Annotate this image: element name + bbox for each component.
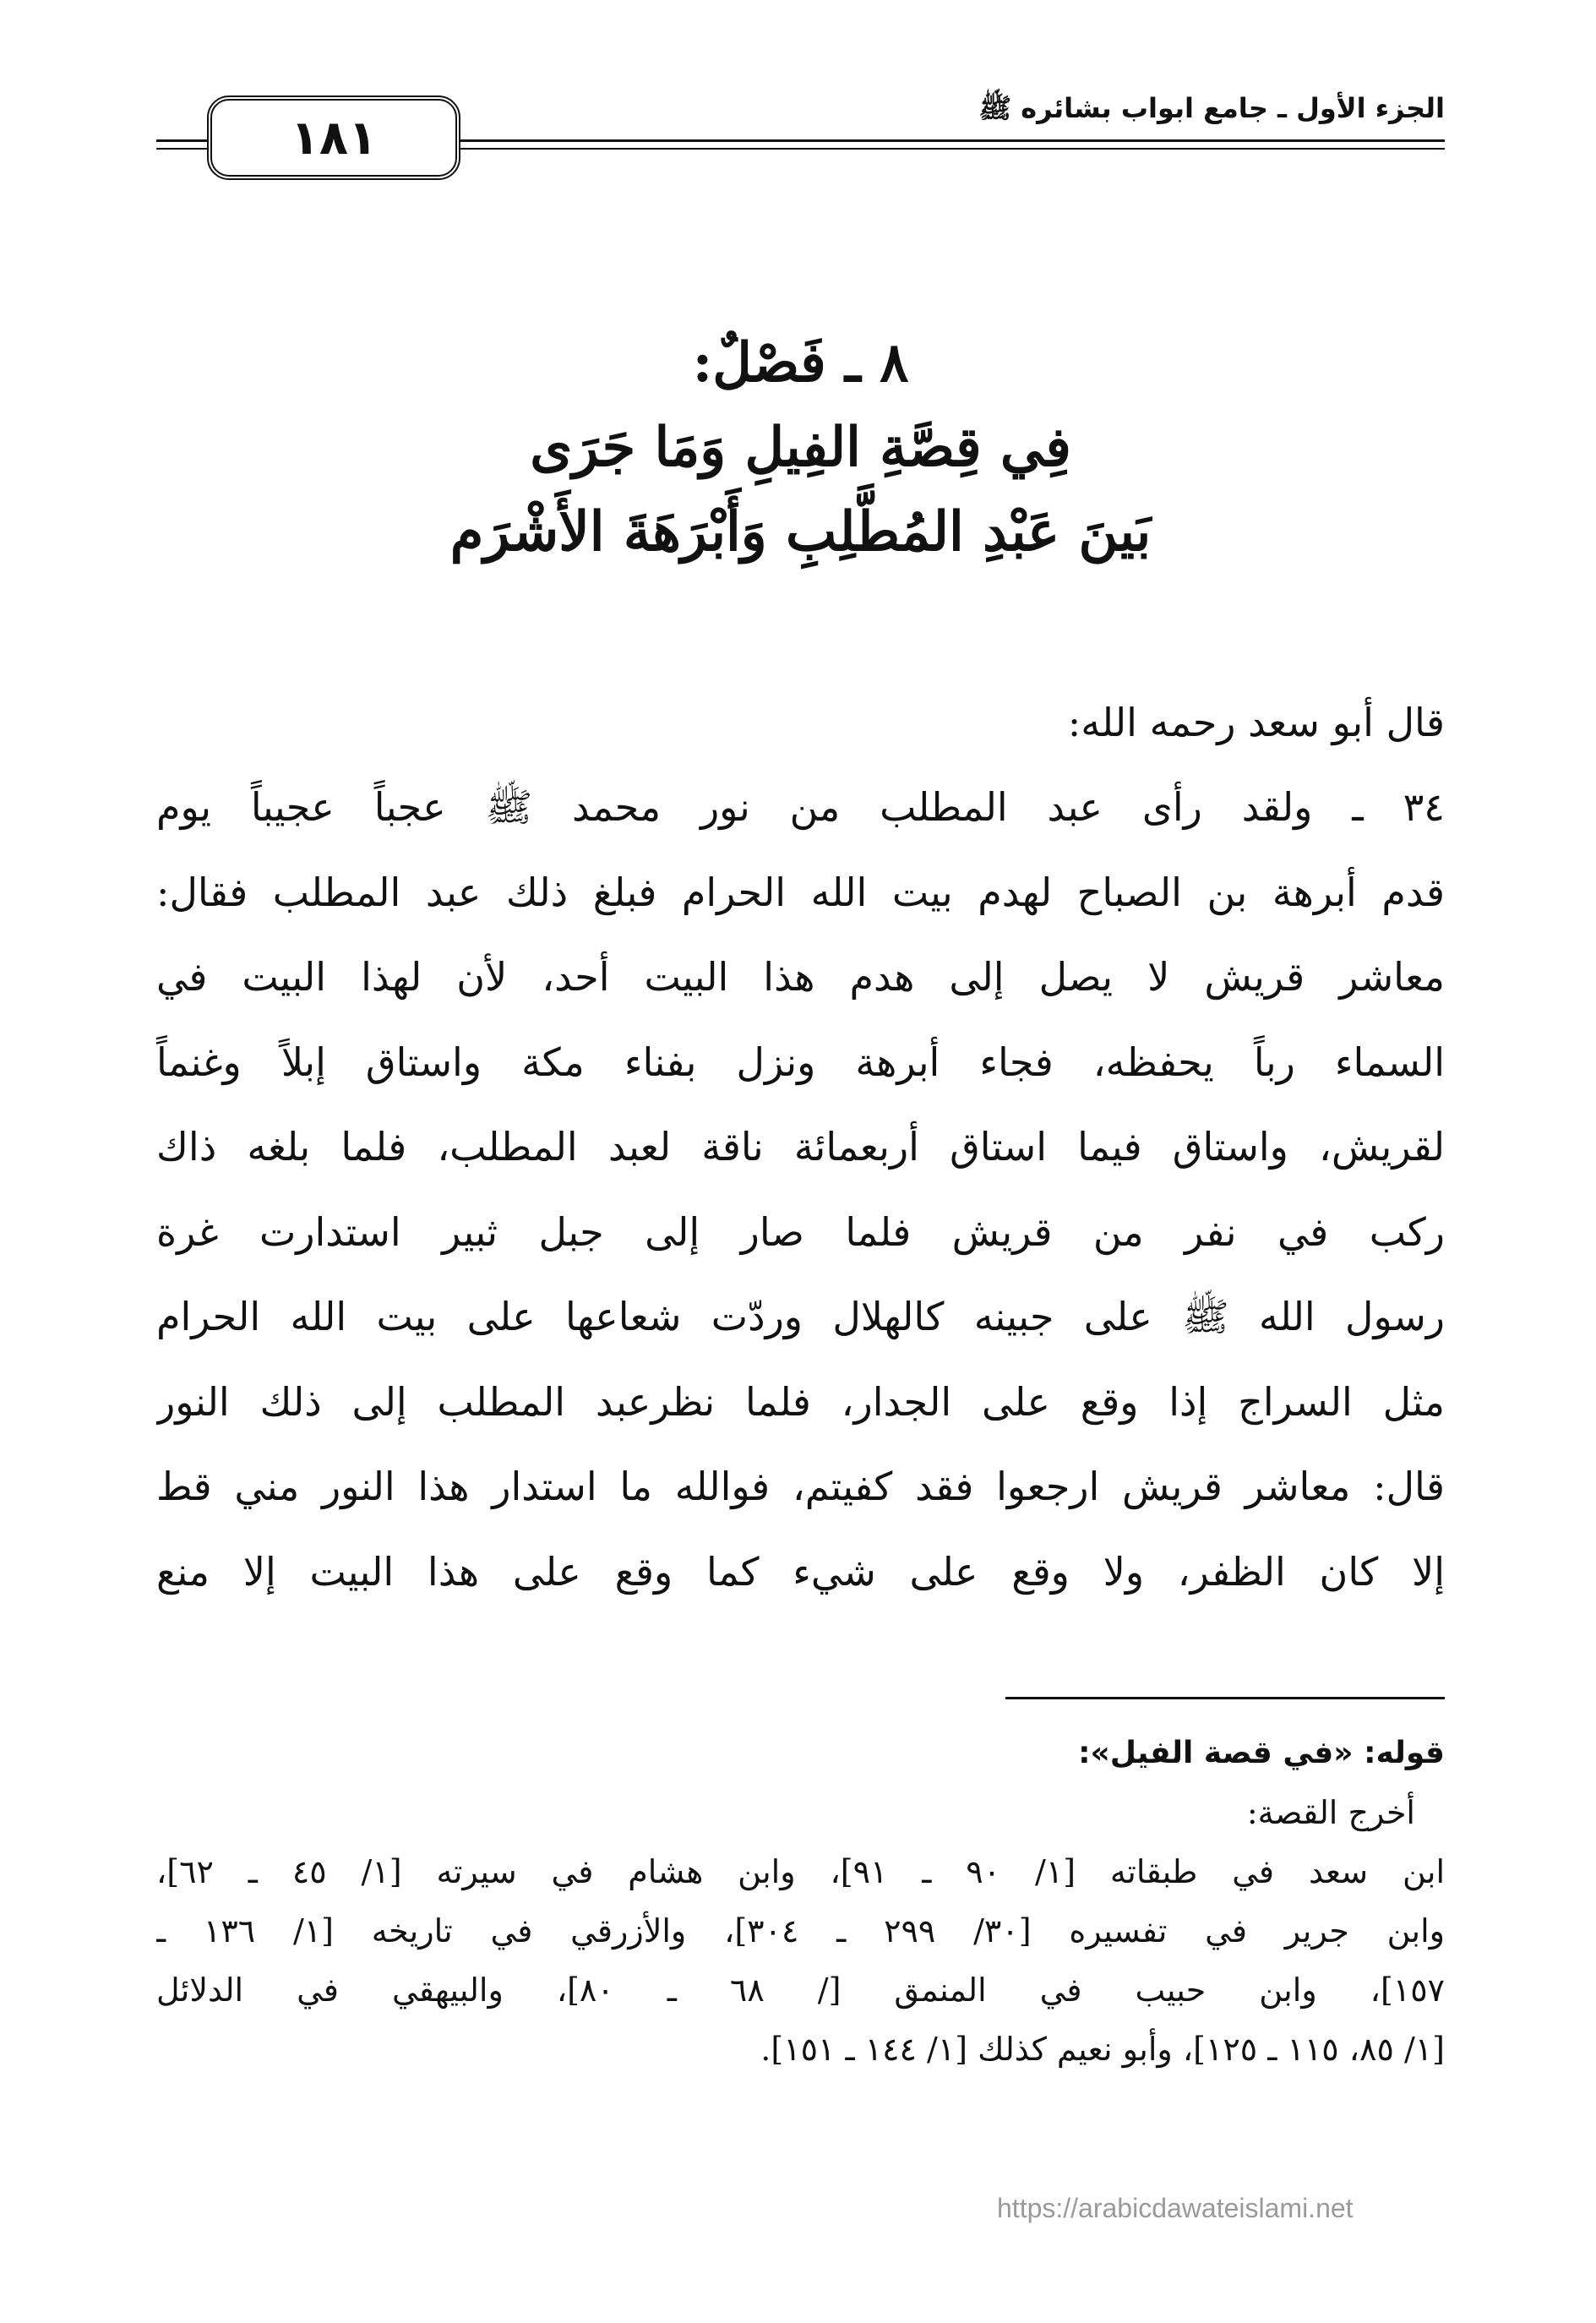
chapter-heading [156, 321, 1445, 575]
body-line: ركب في نفر من قريش فلما صار إلى جبل ثبير استدارت غرة [156, 1208, 1445, 1255]
body-intro: قال أبو سعد رحمه الله: [1067, 700, 1445, 745]
page-number-frame [207, 95, 460, 180]
footnote-subheading: أخرج القصة: [1246, 1794, 1415, 1831]
page-number: ١٨١ [290, 110, 378, 166]
footnote-heading: قوله: «في قصة الفيل»: [1078, 1736, 1445, 1770]
body-line: قال: معاشر قريش ارجعوا فقد كفيتم، فوالله ما استدار هذا النور مني قط [156, 1464, 1445, 1509]
footnote-line: [١/ ٨٥، ١١٥ ـ ١٢٥]، وأبو نعيم كذلك [١/ ١٤٤ ـ ١٥١]. [760, 2031, 1445, 2068]
body-line: لقريش، واستاق فيما استاق أربعمائة ناقة لعبد المطلب، فلما بلغه ذاك [156, 1124, 1445, 1170]
footnote-separator [1005, 1697, 1445, 1699]
body-line: إلا كان الظفر، ولا وقع على شيء كما وقع على هذا البيت إلا منع [156, 1548, 1445, 1595]
footnote-line: ١٥٧]، وابن حبيب في المنمق [/ ٦٨ ـ ٨٠]، والبيهقي في الدلائل [156, 1971, 1445, 2009]
body-line: مثل السراج إذا وقع على الجدار، فلما نظرعبد المطلب إلى ذلك النور [156, 1378, 1445, 1425]
chapter-title-line-2: بَينَ عَبْدِ المُطَّلِبِ وَأَبْرَهَةَ الأَشْرَم [449, 500, 1152, 564]
chapter-title-line-1: فِي قِصَّةِ الفِيلِ وَمَا جَرَى [530, 416, 1071, 479]
body-line: معاشر قريش لا يصل إلى هدم هذا البيت أحد، لأن لهذا البيت في [156, 954, 1445, 1000]
footnotes [156, 1724, 1445, 2079]
watermark-url: https://arabicdawateislami.net [997, 2193, 1354, 2223]
chapter-number-line: ٨ ـ فَصْلٌ: [692, 331, 909, 395]
running-title: الجزء الأول ـ جامع ابواب بشائره ﷺ [970, 92, 1445, 131]
footnote-line: ابن سعد في طبقاته [١/ ٩٠ ـ ٩١]، وابن هشام في سيرته [١/ ٤٥ ـ ٦٢]، [156, 1853, 1445, 1890]
body-text [156, 680, 1445, 1614]
body-line: السماء رباً يحفظه، فجاء أبرهة ونزل بفناء مكة واستاق إبلاً وغنماً [156, 1039, 1445, 1085]
body-line: ٣٤ ـ ولقد رأى عبد المطلب من نور محمد ﷺ عجباً عجيباً يوم [156, 784, 1445, 830]
body-line: قدم أبرهة بن الصباح لهدم بيت الله الحرام فبلغ ذلك عبد المطلب فقال: [156, 869, 1445, 915]
running-header [156, 89, 1445, 190]
body-line: رسول الله ﷺ على جبينه كالهلال وردّت شعاعها على بيت الله الحرام [156, 1294, 1445, 1339]
footnote-line: وابن جرير في تفسيره [٣٠/ ٢٩٩ ـ ٣٠٤]، والأزرقي في تاريخه [١/ ١٣٦ ـ [156, 1912, 1445, 1949]
